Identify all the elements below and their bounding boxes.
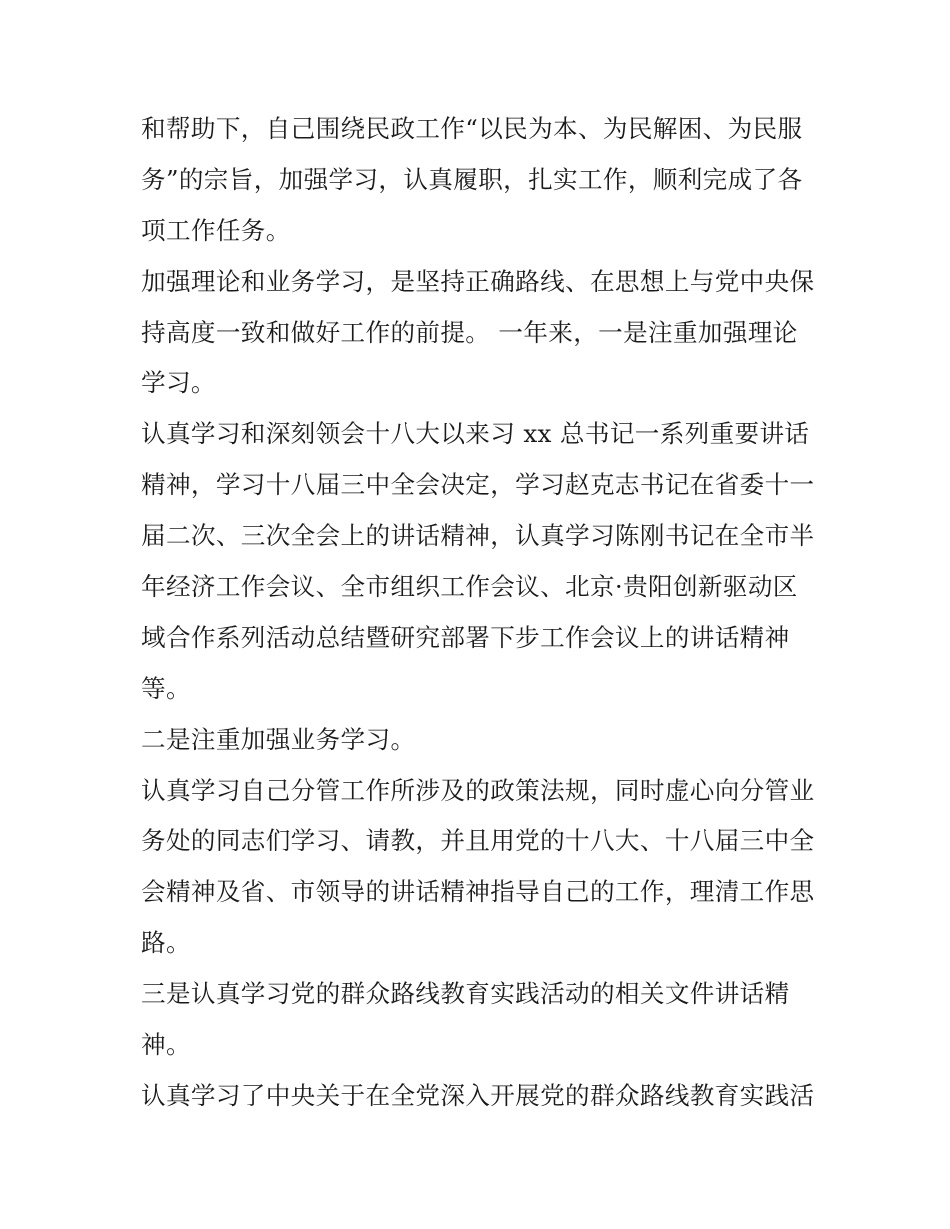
text-line: 精神，学习十八届三中全会决定，学习赵克志书记在省委十一 bbox=[141, 470, 815, 500]
text-line: 务”的宗旨，加强学习，认真履职，扎实工作，顺利完成了各 bbox=[141, 164, 803, 194]
text-line: 域合作系列活动总结暨研究部署下步工作会议上的讲话精神 bbox=[141, 622, 790, 652]
text-line: 神。 bbox=[141, 1030, 191, 1060]
text-line: 持高度一致和做好工作的前提。 一年来，一是注重加强理论 bbox=[141, 317, 798, 347]
text-line: 等。 bbox=[141, 673, 191, 703]
text-line: 二是注重加强业务学习。 bbox=[141, 724, 416, 754]
text-line: 认真学习了中央关于在全党深入开展党的群众路线教育实践活 bbox=[141, 1080, 815, 1110]
text-line: 年经济工作会议、全市组织工作会议、北京·贵阳创新驱动区 bbox=[141, 572, 798, 602]
text-line: 学习。 bbox=[141, 368, 216, 398]
text-line: 三是认真学习党的群众路线教育实践活动的相关文件讲话精 bbox=[141, 979, 790, 1009]
text-line: 会精神及省、市领导的讲话精神指导自己的工作，理清工作思 bbox=[141, 877, 815, 907]
text-line: 项工作任务。 bbox=[141, 215, 291, 245]
text-line: 路。 bbox=[141, 928, 191, 958]
text-line: 和帮助下，自己围绕民政工作“以民为本、为民解困、为民服 bbox=[141, 114, 803, 143]
text-line: 认真学习自己分管工作所涉及的政策法规，同时虚心向分管业 bbox=[141, 775, 815, 805]
text-line: 加强理论和业务学习，是坚持正确路线、在思想上与党中央保 bbox=[141, 266, 815, 296]
text-line: 务处的同志们学习、请教，并且用党的十八大、十八届三中全 bbox=[141, 826, 815, 856]
text-line: 届二次、三次全会上的讲话精神，认真学习陈刚书记在全市半 bbox=[141, 521, 815, 551]
text-line: 认真学习和深刻领会十八大以来习 xx 总书记一系列重要讲话 bbox=[141, 419, 810, 449]
document-body bbox=[141, 104, 813, 1122]
